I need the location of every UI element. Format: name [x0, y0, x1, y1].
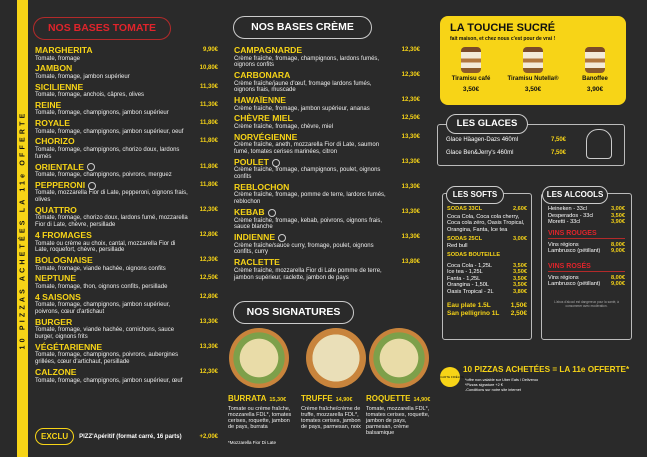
dessert-jar-image [585, 47, 605, 73]
spicy-badge-icon [268, 209, 276, 217]
exclu-price: +2,00€ [199, 433, 218, 440]
wine-row-name: Lambrusco (pétillant) [548, 248, 601, 254]
item-name-text: POULET [234, 156, 269, 167]
item-price: 12,50€ [199, 275, 218, 282]
menu-item [35, 293, 218, 316]
item-description: Tomate, fromage, champignons, chorizo doux, lardons fumés [35, 146, 180, 160]
item-description: Crème fraîche, fromage, pomme de terre, lardons fumés, reblochon [234, 192, 386, 206]
bottle-row-name: Coca Cola - 1,25L [447, 262, 493, 269]
item-price: 13,30€ [401, 209, 420, 216]
menu-item [35, 46, 218, 62]
item-description: Tomate, fromage, viande hachée, cornichons, sauce burger, oignons frits [35, 327, 175, 341]
water-row [447, 310, 527, 318]
item-description: Tomate, fromage, champignons, jambon supérieur [35, 110, 169, 117]
wine-row [548, 281, 625, 288]
bottle-row-price: 3,50€ [513, 275, 527, 282]
exclu-label: PIZZ'Apéritif (format carré, 16 parts) [79, 433, 182, 440]
beer-row-price: 3,00€ [611, 206, 625, 212]
ice-cream-icon [586, 129, 612, 159]
dessert-jar-image [523, 47, 543, 73]
soda-25cl-desc: Red bull [447, 242, 468, 249]
item-name [234, 71, 420, 81]
loyalty-stamp: CARTE FIDÉLITÉ [440, 367, 460, 387]
item-name [234, 208, 420, 218]
dessert-item [503, 47, 563, 94]
beer-row-price: 3,50€ [611, 212, 625, 219]
spicy-badge-icon [88, 182, 96, 190]
signature-price: 14,90€ [413, 397, 431, 403]
item-name [35, 137, 218, 147]
item-description: Tomate, fromage, champignons, poivrons, aubergines grillées, cœur d'artichaut, persillade [35, 352, 179, 366]
menu-item [35, 343, 218, 366]
menu-item [234, 71, 420, 94]
menu-item [234, 158, 420, 181]
item-price: 11,30€ [199, 101, 218, 108]
pizza-burrata-image [229, 328, 289, 388]
menu-item [35, 101, 218, 117]
item-name-text: RACLETTE [234, 257, 280, 268]
dessert-box [440, 16, 626, 105]
item-name [35, 274, 218, 284]
item-name-text: KEBAB [234, 207, 265, 218]
creme-list [234, 46, 420, 283]
item-name-text: PEPPERONI [35, 179, 86, 190]
menu-item [35, 231, 218, 254]
beer-row [548, 219, 625, 226]
item-description: Tomate, fromage, anchois, câpres, olives [35, 92, 145, 99]
item-price: 13,30€ [401, 133, 420, 140]
pizza-truffe-image [306, 328, 366, 388]
item-name-text: JAMBON [35, 63, 73, 74]
item-name-text: CHÈVRE MIEL [234, 113, 293, 124]
item-name-text: BURGER [35, 316, 73, 327]
item-description: Tomate, fromage, champignons, jambon supérieur, œuf [35, 377, 183, 384]
item-price: 13,30€ [199, 343, 218, 350]
signature-item [366, 388, 430, 436]
item-name-text: HAWAÏENNE [234, 95, 287, 106]
item-price: 12,80€ [199, 232, 218, 239]
exclu-row [35, 428, 218, 445]
wine-row-price: 8,00€ [611, 274, 625, 281]
promo-note: *Pizzas signature +2 € [465, 383, 503, 387]
bottle-row-name: Oasis Tropical - 2L [447, 288, 494, 295]
dessert-price: 3,50€ [524, 86, 542, 93]
wine-row-name: Vins régions [548, 241, 579, 248]
item-name-text: 4 FROMAGES [35, 230, 92, 241]
menu-item [35, 318, 218, 341]
promo-note: *offre non-valable sur Uber Eats / Deliveroo [465, 378, 539, 382]
signature-header [301, 388, 365, 406]
menu-item [234, 258, 420, 281]
section-title-signatures: NOS SIGNATURES [233, 301, 354, 324]
item-price: 12,50€ [401, 115, 420, 122]
item-name-text: INDIENNE [234, 232, 276, 243]
item-description: Tomate, fromage [35, 55, 81, 62]
item-description: Crème fraîche/sauce curry, fromage, poulet, oignons confits, curry [234, 242, 374, 256]
item-price: 11,30€ [199, 83, 218, 90]
item-description: Tomate ou crème au choix, cantal, mozzarella Fior di Late, roquefort, chèvre, persillade [35, 240, 176, 254]
menu-item [35, 83, 218, 99]
bottle-row-name: Ice tea - 1,25L [447, 269, 483, 275]
item-name [234, 158, 420, 168]
beer-row-name: Heineken - 33cl [548, 206, 587, 212]
item-name [35, 119, 218, 129]
spicy-badge-icon [87, 163, 95, 171]
item-price: 10,80€ [199, 65, 218, 72]
soda-33cl-desc: Coca Cola, Coca cola cherry, Coca cola zéro, Oasis Tropical, Orangina, Fanta, Ice tea [447, 213, 525, 233]
dessert-item [441, 47, 501, 94]
water-row [447, 302, 527, 310]
bottle-row [447, 289, 527, 296]
dessert-price: 3,50€ [462, 86, 480, 93]
item-name [35, 101, 218, 111]
signature-description: Tomate ou crème fraîche, mozzarella FDL*, tomates cerises, roquette, jambon de pays, burrata [228, 406, 292, 430]
item-name-text: CARBONARA [234, 70, 291, 81]
signature-item [228, 388, 292, 430]
soda-33cl-price: 2,60€ [513, 206, 527, 212]
wine-row-name: Lambrusco (pétillant) [548, 281, 601, 287]
wine-row-price: 8,00€ [611, 241, 625, 248]
signature-price: 14,90€ [335, 397, 353, 403]
water-row-price: 2,50€ [510, 309, 527, 317]
item-price: 12,30€ [199, 206, 218, 213]
pizza-roquette-image [369, 328, 429, 388]
promo-stripe [17, 0, 28, 457]
signature-description: Crème fraîche/crème de truffe, mozzarella FDL*, tomates cerises, jambon de pays, parmesan, noix [301, 406, 361, 430]
alcools-box [541, 193, 632, 340]
item-name-text: VÉGÉTARIENNE [35, 341, 103, 352]
item-name-text: REINE [35, 99, 62, 110]
soda-25cl-price: 3,00€ [513, 236, 527, 242]
soda-33cl [447, 206, 527, 213]
menu-item [234, 233, 420, 256]
wine-row [548, 248, 625, 255]
item-price: 11,80€ [199, 120, 218, 127]
item-name [35, 181, 218, 191]
item-name [234, 183, 420, 193]
item-price: 11,80€ [199, 181, 218, 188]
item-description: Tomate, fromage, jambon supérieur [35, 73, 130, 80]
wine-section-title: VINS ROUGES [548, 230, 625, 239]
signature-item [301, 388, 365, 430]
item-name [35, 256, 218, 266]
item-name-text: NEPTUNE [35, 273, 77, 284]
signature-header [366, 388, 430, 406]
dessert-title: LA TOUCHE SUCRÉ [450, 22, 556, 34]
menu-item [234, 133, 420, 156]
signature-footnote: *Mozzarella Fior Di Late [228, 440, 277, 445]
item-name [234, 258, 420, 268]
spicy-badge-icon [272, 159, 280, 167]
alcools-title: LES ALCOOLS [542, 186, 608, 204]
item-price: 13,30€ [401, 234, 420, 241]
section-title-creme: NOS BASES CRÈME [233, 16, 372, 39]
item-name [234, 46, 420, 56]
item-name-text: QUATTRO [35, 204, 77, 215]
item-description: Crème fraîche, fromage, champignons, poulet, oignons confits [234, 167, 381, 181]
menu-item [35, 206, 218, 229]
menu-item [35, 163, 218, 179]
glace-row [446, 137, 566, 145]
exclu-badge: EXCLU [35, 428, 74, 445]
item-name [234, 114, 420, 124]
dessert-name: Tiramisu Nutella® [507, 76, 559, 82]
beer-row-name: Moretti - 33cl [548, 219, 581, 225]
dessert-jar-image [461, 47, 481, 73]
item-description: Tomate, mozzarella Fior di Late, pepperoni, oignons frais, olives [35, 190, 188, 204]
promo-title: 10 PIZZAS ACHETÉES = LA 11e OFFERTE* [463, 365, 630, 374]
item-price: 13,80€ [401, 259, 420, 266]
glace-row [446, 150, 566, 158]
item-name [35, 343, 218, 353]
item-name [234, 233, 420, 243]
item-price: 9,90€ [202, 47, 218, 53]
item-name-text: CHORIZO [35, 136, 75, 147]
item-price: 12,30€ [199, 369, 218, 376]
item-name [35, 64, 218, 74]
item-description: Crème fraîche, aneth, mozzarella Fior di Late, saumon fumé, tomates cerises marinées, citron [234, 142, 380, 156]
item-description: Crème fraîche, fromage, champignons, lardons fumés, oignons confits [234, 55, 380, 69]
item-name-text: BOLOGNAISE [35, 255, 93, 266]
item-name [35, 163, 218, 173]
signature-description: Tomate, mozzarella FDL*, tomates cerises, roquette, jambon de pays, parmesan, crème balsamique [366, 406, 430, 436]
item-price: 11,80€ [199, 138, 218, 145]
item-name [234, 96, 420, 106]
menu-item [35, 368, 218, 384]
item-price: 12,80€ [199, 293, 218, 300]
glaces-title: LES GLACES [446, 114, 528, 134]
item-price: 11,80€ [199, 163, 218, 170]
item-name [35, 368, 218, 378]
item-name-text: ROYALE [35, 118, 71, 129]
dessert-name: Tiramisu café [451, 76, 491, 82]
item-description: Tomate, fromage, champignons, jambon supérieur, oeuf [35, 128, 184, 135]
item-price: 12,30€ [401, 47, 420, 53]
menu-item [234, 183, 420, 206]
wine-section-title: VINS ROSÉS [548, 263, 625, 272]
item-description: Tomate, fromage, viande hachée, oignons confits [35, 265, 166, 272]
wine-row-name: Vins régions [548, 274, 579, 281]
item-name-text: 4 SAISONS [35, 291, 81, 302]
item-description: Crème fraîche, fromage, chèvre, miel [234, 123, 334, 130]
bottle-row-price: 3,50€ [513, 262, 527, 269]
item-name [35, 318, 218, 328]
item-name [35, 83, 218, 93]
signature-name: ROQUETTE [366, 394, 411, 403]
bottle-row-price: 3,50€ [513, 269, 527, 275]
item-description: Crème fraîche, fromage, jambon supérieur, ananas [234, 105, 370, 112]
spicy-badge-icon [278, 234, 286, 242]
softs-box [442, 193, 532, 340]
menu-item [35, 181, 218, 204]
item-name [35, 46, 218, 56]
item-name [35, 231, 218, 241]
glace-row-price: 7,50€ [550, 137, 566, 143]
soda-bouteille-title: SODAS BOUTEILLE [447, 252, 501, 258]
soda-25cl-name: SODAS 25CL [447, 236, 483, 242]
item-price: 13,30€ [199, 318, 218, 325]
item-description: Tomate, fromage, champignons, poivrons, merguez [35, 172, 172, 179]
item-description: Crème fraîche, fromage, kebab, poivrons, oignons frais, sauce blanche [234, 217, 383, 231]
item-name-text: CALZONE [35, 367, 77, 378]
stripe-text: 10 PIZZAS ACHETÉES LA 11e OFFERTE [19, 110, 26, 350]
item-price: 12,30€ [199, 257, 218, 264]
item-price: 13,30€ [401, 183, 420, 190]
dessert-subtitle: fait maison, et chez nous c'est pour de vrai ! [450, 36, 556, 42]
signature-name: BURRATA [228, 394, 267, 403]
item-description: Tomate, fromage, chorizo doux, lardons fumé, mozzarella Fior di Late, chèvre, persillade [35, 215, 188, 229]
signature-name: TRUFFE [301, 394, 333, 403]
bottle-row-price: 3,80€ [513, 288, 527, 295]
item-name [35, 293, 218, 303]
beer-row-price: 3,90€ [611, 219, 625, 225]
menu-item [35, 137, 218, 160]
wine-row-price: 9,00€ [611, 248, 625, 254]
glace-row-price: 7,50€ [550, 149, 566, 156]
menu-item [234, 208, 420, 231]
dessert-price: 3,90€ [586, 86, 604, 93]
item-price: 13,30€ [401, 158, 420, 165]
menu-item [234, 46, 420, 69]
menu-item [234, 96, 420, 112]
promo-note: -Conditions sur notre site internet [465, 388, 521, 392]
item-name-text: MARGHERITA [35, 45, 93, 55]
water-row-price: 1,50€ [510, 302, 527, 309]
item-name-text: REBLOCHON [234, 181, 290, 192]
item-description: Crème fraîche, mozzarella Fior di Late pomme de terre, jambon supérieur, raclette, jambon de pays [234, 267, 382, 281]
menu-item [35, 119, 218, 135]
bottle-row-name: Fanta - 1,25L [447, 275, 481, 282]
item-name-text: SICILIENNE [35, 81, 84, 92]
bottle-row-price: 3,50€ [513, 282, 527, 288]
item-description: Crème fraîche/jaune d'œuf, fromage lardons fumés, oignons frais, muscade [234, 80, 372, 94]
spacer [447, 295, 527, 302]
bottle-row-name: Orangina - 1,50L [447, 282, 489, 288]
soda-33cl-name: SODAS 33CL [447, 206, 483, 212]
item-name-text: NORVÉGIENNE [234, 131, 298, 142]
water-row-name: San pelligrino 1L [447, 309, 500, 317]
beer-row-name: Desperados - 33cl [548, 212, 594, 219]
menu-item [35, 64, 218, 80]
menu-item [35, 256, 218, 272]
item-price: 12,30€ [401, 97, 420, 104]
glace-row-name: Glace Ben&Jerry's 460ml [446, 149, 514, 156]
dessert-name: Banoffee [582, 76, 608, 82]
signature-header [228, 388, 292, 406]
alcohol-warning: L'abus d'alcool est dangereux pour la santé, à consommer avec modération. [554, 299, 619, 308]
tomate-list [35, 46, 218, 386]
item-name [234, 133, 420, 143]
glace-row-name: Glace Häagen-Dazs 460ml [446, 137, 519, 143]
item-price: 12,30€ [401, 72, 420, 79]
dessert-item [565, 47, 625, 94]
wine-row-price: 9,00€ [611, 281, 625, 287]
item-name-text: CAMPAGNARDE [234, 45, 303, 55]
item-name [35, 206, 218, 216]
menu-item [234, 114, 420, 130]
menu-item [35, 274, 218, 290]
water-row-name: Eau plate 1.5L [447, 302, 491, 309]
signature-price: 15,30€ [269, 397, 287, 403]
section-title-tomate: NOS BASES TOMATE [33, 17, 171, 40]
item-name-text: ORIENTALE [35, 161, 85, 172]
softs-title: LES SOFTS [446, 186, 504, 204]
item-description: Tomate, fromage, thon, oignons confits, persillade [35, 283, 168, 290]
item-description: Tomate, fromage, champignons, jambon supérieur, poivrons, cœur d'artichaut [35, 302, 171, 316]
